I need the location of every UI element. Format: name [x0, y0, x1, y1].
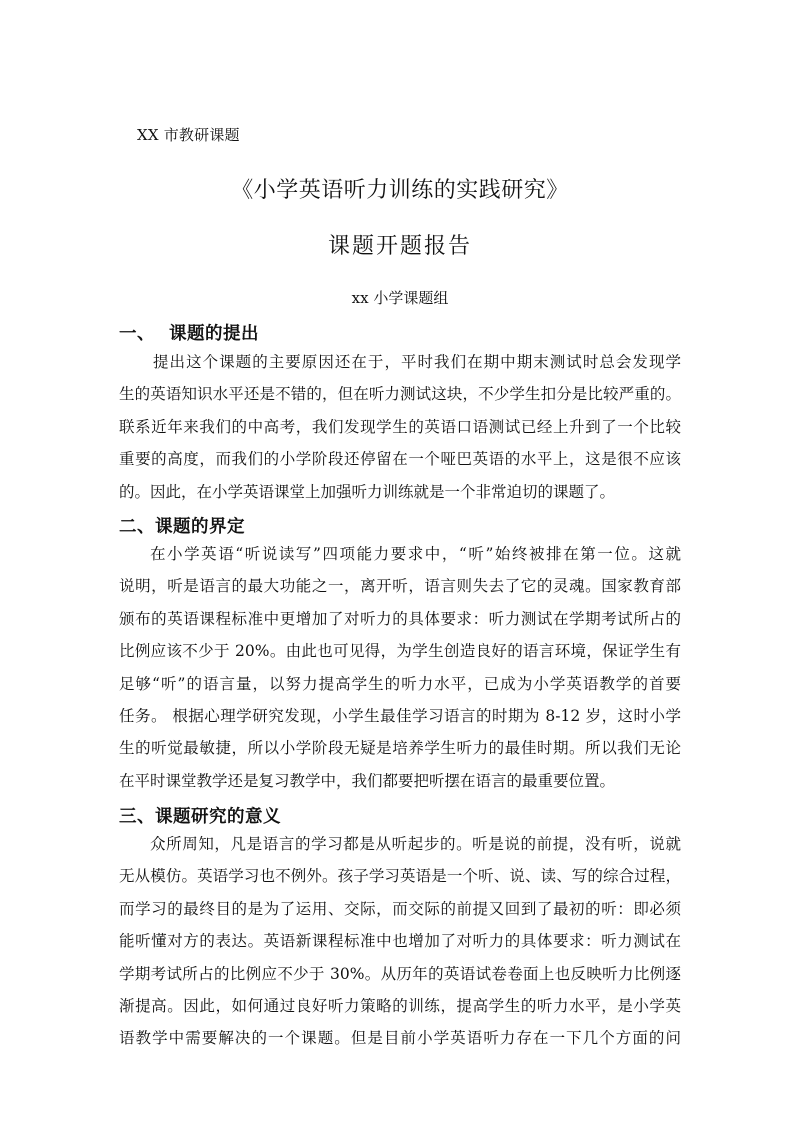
- paragraph-line: 说明，听是语言的最大功能之一，离开听，语言则失去了它的灵魂。国家教育部: [119, 577, 681, 596]
- paragraph-line: 提出这个课题的主要原因还在于，平时我们在期中期末测试时总会发现学: [153, 353, 681, 371]
- document-title: 《小学英语听力训练的实践研究》: [231, 178, 569, 203]
- paragraph-line: 而学习的最终目的是为了运用、交际，而交际的前提又回到了最初的听：即必须: [119, 899, 681, 918]
- paragraph-line: 颁布的英语课程标准中更增加了对听力的具体要求：听力测试在学期考试所占的: [119, 609, 681, 628]
- paragraph-line: 在平时课堂教学还是复习教学中，我们都要把听摆在语言的最重要位置。: [119, 771, 616, 790]
- paragraph-line: 学期考试所占的比例应不少于 30%。从历年的英语试卷卷面上也反映听力比例逐: [119, 964, 681, 983]
- paragraph-line: 重要的高度，而我们的小学阶段还停留在一个哑巴英语的水平上，这是很不应该: [119, 450, 681, 469]
- section-heading-1: [119, 320, 259, 345]
- paragraph-line: 能听懂对方的表达。英语新课程标准中也增加了对听力的具体要求：听力测试在: [119, 932, 681, 951]
- section-paragraph-3: [119, 828, 681, 1055]
- section-title: 课题研究的意义: [155, 807, 281, 827]
- paragraph-line: 的。因此，在小学英语课堂上加强听力训练就是一个非常迫切的课题了。: [119, 482, 616, 501]
- paragraph-line: 比例应该不少于 20%。由此也可见得，为学生创造良好的语言环境，保证学生有: [119, 642, 681, 661]
- paragraph-line: 生的听觉最敏捷，所以小学阶段无疑是培养学生听力的最佳时期。所以我们无论: [119, 739, 681, 758]
- paragraph-line: 渐提高。因此，如何通过良好听力策略的训练，提高学生的听力水平，是小学英: [119, 997, 681, 1016]
- section-paragraph-1: [119, 346, 681, 508]
- paragraph-line: 生的英语知识水平还是不错的，但在听力测试这块，不少学生扣分是比较严重的。: [119, 385, 681, 404]
- section-heading-3: [119, 803, 281, 828]
- paragraph-line: 任务。 根据心理学研究发现，小学生最佳学习语言的时期为 8-12 岁，这时小学: [119, 707, 681, 726]
- author-line: xx 小学课题组: [351, 289, 449, 307]
- document-subtitle: 课题开题报告: [327, 234, 472, 259]
- section-number: 三、: [119, 807, 155, 827]
- section-paragraph-2: [119, 538, 681, 797]
- section-number: 一、: [119, 324, 155, 344]
- section-title: 课题的界定: [155, 517, 245, 537]
- paragraph-line: 在小学英语“听说读写”四项能力要求中，“听”始终被排在第一位。这就: [150, 545, 681, 563]
- section-number: 二、: [119, 517, 155, 537]
- section-title: 课题的提出: [169, 324, 259, 344]
- org-header: XX 市教研课题: [137, 126, 240, 144]
- paragraph-line: 无从模仿。英语学习也不例外。孩子学习英语是一个听、说、读、写的综合过程，: [119, 867, 681, 886]
- section-heading-2: [119, 513, 245, 538]
- paragraph-line: 联系近年来我们的中高考，我们发现学生的英语口语测试已经上升到了一个比较: [119, 417, 681, 436]
- paragraph-line: 众所周知，凡是语言的学习都是从听起步的。听是说的前提，没有听，说就: [150, 835, 681, 853]
- paragraph-line: 语教学中需要解决的一个课题。但是目前小学英语听力存在一下几个方面的问: [119, 1029, 681, 1048]
- paragraph-line: 足够“听”的语言量，以努力提高学生的听力水平，已成为小学英语教学的首要: [119, 674, 681, 693]
